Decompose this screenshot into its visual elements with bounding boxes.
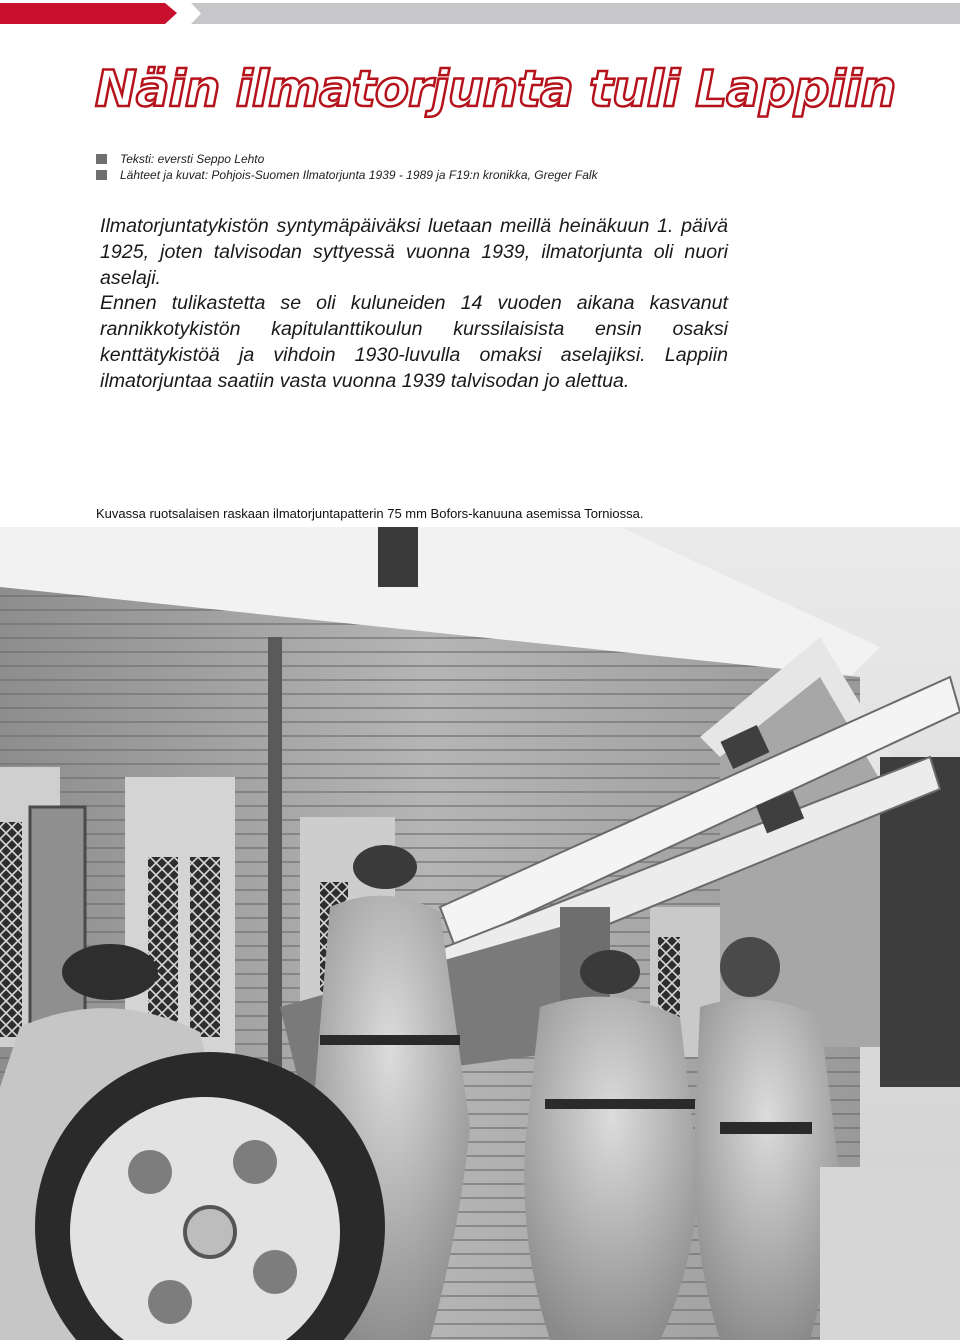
wheel-hub [185,1207,235,1257]
coat-belt [720,1122,812,1134]
credit-sources-text: Lähteet ja kuvat: Pohjois-Suomen Ilmatorjunta 1939 - 1989 ja F19:n kronikka, Greger Falk [120,167,598,182]
window-lattice [148,857,178,1037]
square-bullet-icon [96,154,107,164]
window-lattice [190,857,220,1037]
snow-ground [820,1167,960,1340]
square-bullet-icon [96,170,107,180]
ingress-paragraph: Ennen tulikastetta se oli kuluneiden 14 vuoden aikana kasvanut rannikkotykistön kapitulanttikoulun kurssilaisista ensin osaksi kenttätykistöä ja vihdoin 1930-luvulla omaksi aselajiksi. Lappiin ilmatorjuntaa saatiin vasta vuonna 1939 talvisodan jo alettua. [100,292,728,392]
window-shutter [30,807,85,1037]
fur-cap [580,950,640,994]
ingress-paragraph: Ilmatorjuntatykistön syntymäpäiväksi luetaan meillä heinäkuun 1. päivä 1925, joten talvisodan syttyessä vuonna 1939, ilmatorjunta oli nuori aselaji. [100,215,728,289]
wheel-hole [253,1250,297,1294]
fur-cap [62,944,158,1000]
wheel-hole [148,1280,192,1324]
credit-author [96,151,598,166]
credit-sources [96,167,598,182]
coat-belt [545,1099,695,1109]
wheel-hole [128,1150,172,1194]
fur-cap [353,845,417,889]
photo-caption: Kuvassa ruotsalaisen raskaan ilmatorjuntapatterin 75 mm Bofors-kanuuna asemissa Torniossa. [96,506,644,521]
fur-coat [694,999,840,1340]
historical-photo [0,527,960,1340]
ingress [100,214,728,395]
chimney [378,527,418,587]
credits [96,151,598,183]
coat-belt [320,1035,460,1045]
header-bar [0,0,960,26]
header-grey-bar [191,3,960,24]
window-lattice [0,822,22,1037]
wheel-hole [233,1140,277,1184]
header-red-arrow [0,3,177,24]
fur-cap [720,937,780,997]
article-title: Näin ilmatorjunta tuli Lappiin [95,60,896,118]
fur-coat [524,997,700,1340]
credit-author-text: Teksti: eversti Seppo Lehto [120,151,265,166]
